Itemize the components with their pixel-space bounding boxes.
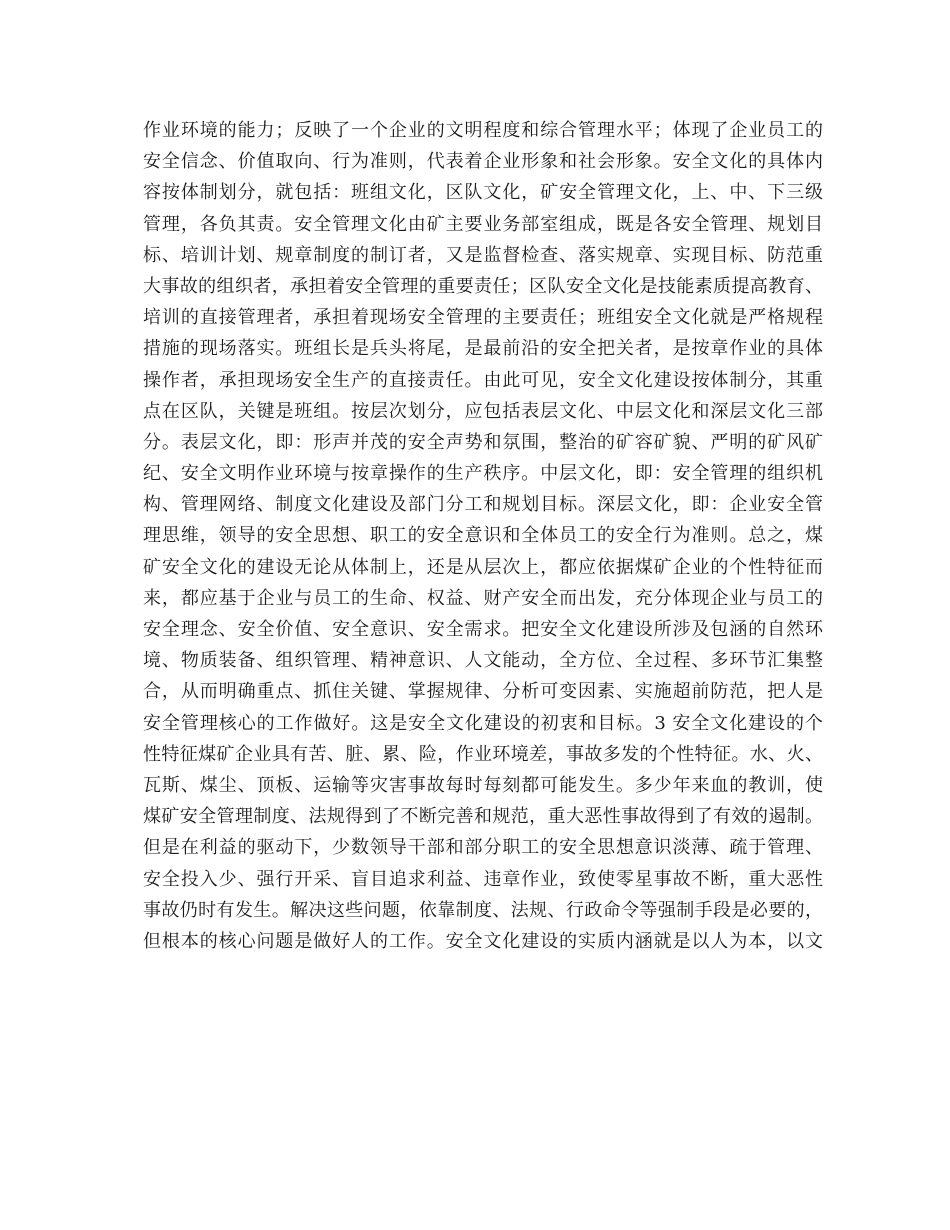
- text-line: 合，从而明确重点、抓住关键、掌握规律、分析可变因素、实施超前防范，把人是: [143, 681, 823, 703]
- text-line: 理思维，领导的安全思想、职工的安全意识和全体员工的安全行为准则。总之，煤: [143, 525, 823, 547]
- text-line: 安全投入少、强行开采、盲目追求利益、违章作业，致使零星事故不断，重大恶性: [143, 868, 823, 890]
- text-line: 标、培训计划、规章制度的制订者，又是监督检查、落实规章、实现目标、防范重: [143, 244, 823, 266]
- text-line: 容按体制划分，就包括：班组文化，区队文化，矿安全管理文化，上、中、下三级: [143, 182, 823, 204]
- text-line: 措施的现场落实。班组长是兵头将尾，是最前沿的安全把关者，是按章作业的具体: [143, 338, 823, 360]
- text-line: 安全信念、价值取向、行为准则，代表着企业形象和社会形象。安全文化的具体内: [143, 151, 823, 173]
- text-line: 来，都应基于企业与员工的生命、权益、财产安全而出发，充分体现企业与员工的: [143, 587, 823, 609]
- text-line: 安全管理核心的工作做好。这是安全文化建设的初衷和目标。3 安全文化建设的个: [143, 712, 823, 734]
- text-line: 构、管理网络、制度文化建设及部门分工和规划目标。深层文化，即：企业安全管: [143, 494, 823, 516]
- text-line: 培训的直接管理者，承担着现场安全管理的主要责任；班组安全文化就是严格规程: [143, 307, 823, 329]
- text-line: 分。表层文化，即：形声并茂的安全声势和氛围，整治的矿容矿貌、严明的矿风矿: [143, 431, 823, 453]
- text-line: 操作者，承担现场安全生产的直接责任。由此可见，安全文化建设按体制分，其重: [143, 369, 823, 391]
- text-line: 瓦斯、煤尘、顶板、运输等灾害事故每时每刻都可能发生。多少年来血的教训，使: [143, 774, 823, 796]
- text-line: 作业环境的能力；反映了一个企业的文明程度和综合管理水平；体现了企业员工的: [143, 120, 823, 141]
- text-line: 矿安全文化的建设无论从体制上，还是从层次上，都应依据煤矿企业的个性特征而: [143, 556, 823, 578]
- text-line: 安全理念、安全价值、安全意识、安全需求。把安全文化建设所涉及包涵的自然环: [143, 619, 823, 640]
- body-text: [143, 115, 823, 957]
- text-line: 但根本的核心问题是做好人的工作。安全文化建设的实质内涵就是以人为本，以文: [143, 930, 823, 952]
- text-line: 大事故的组织者，承担着安全管理的重要责任；区队安全文化是技能素质提高教育、: [143, 275, 823, 297]
- text-line: 性特征煤矿企业具有苦、脏、累、险，作业环境差，事故多发的个性特征。水、火、: [143, 743, 823, 765]
- text-line: 管理，各负其责。安全管理文化由矿主要业务部室组成，既是各安全管理、规划目: [143, 213, 823, 235]
- text-line: 煤矿安全管理制度、法规得到了不断完善和规范，重大恶性事故得到了有效的遏制。: [143, 806, 823, 828]
- text-line: 纪、安全文明作业环境与按章操作的生产秩序。中层文化，即：安全管理的组织机: [143, 463, 823, 485]
- text-line: 点在区队，关键是班组。按层次划分，应包括表层文化、中层文化和深层文化三部: [143, 400, 823, 422]
- text-line: 但是在利益的驱动下，少数领导干部和部分职工的安全思想意识淡薄、疏于管理、: [143, 837, 823, 859]
- text-line: 事故仍时有发生。解决这些问题，依靠制度、法规、行政命令等强制手段是必要的，: [143, 899, 823, 921]
- text-line: 境、物质装备、组织管理、精神意识、人文能动，全方位、全过程、多环节汇集整: [143, 650, 823, 672]
